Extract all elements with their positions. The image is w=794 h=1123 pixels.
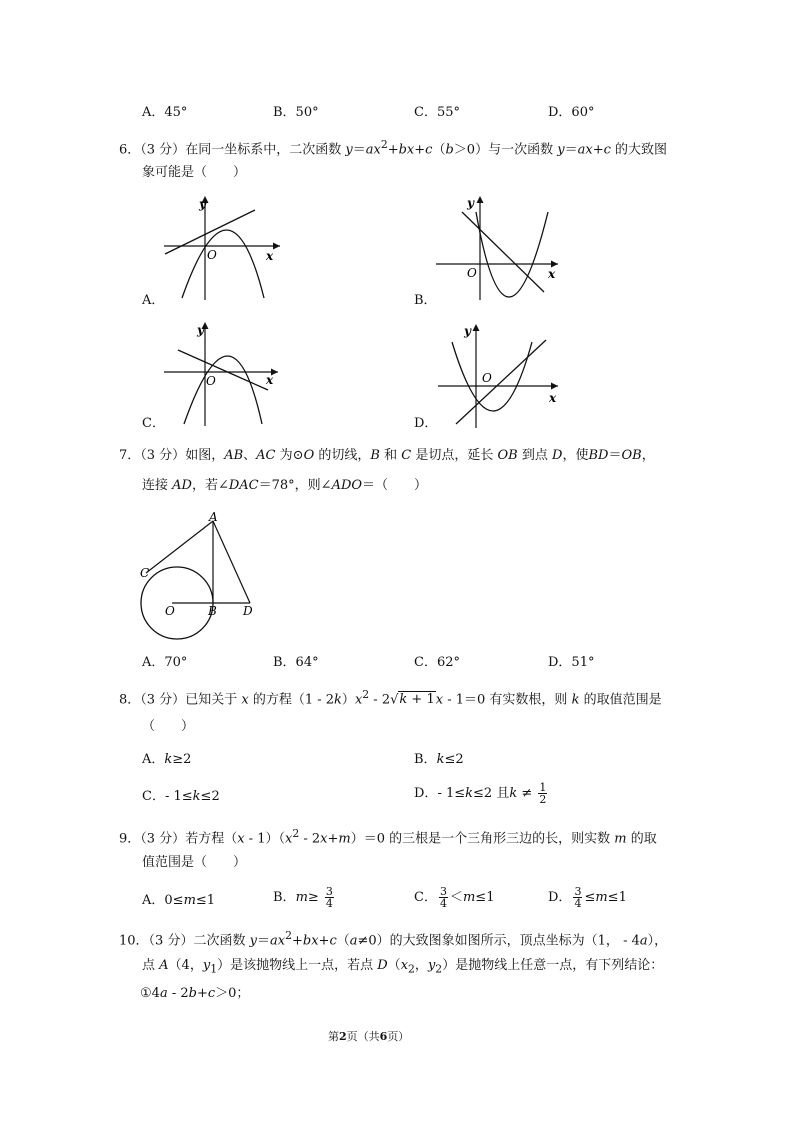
q7-figure-label-o: O (165, 604, 175, 618)
q9-option-a: A．0≤m≤1 (142, 893, 216, 908)
q5-option-a: A．45° (142, 105, 188, 120)
q10-stem-line1: 10．（3 分）二次函数 $y=ax^2+bx+c(a\ne 0)$的大致图象如图所示，顶点坐标为（1， - 4a）， (119, 929, 668, 949)
q8-option-c: C．- 1≤k≤2 (142, 789, 220, 804)
q6-graph-a-x-label: x (266, 249, 274, 263)
q7-figure-label-b: B (208, 604, 217, 618)
q9-option-c: C． $\frac{3}{4}$ ＜m≤1 (414, 885, 495, 910)
q6-graph-b-origin-label: O (467, 266, 477, 280)
q6-graph-d-y-label: y (464, 324, 471, 338)
q6-graph-a (160, 192, 285, 304)
q6-graph-c-y-label: y (197, 323, 204, 337)
q6-graph-d (434, 320, 564, 432)
q9-stem-line2: 值范围是（ ） (142, 855, 247, 870)
q6-option-b-label: B． (414, 293, 437, 308)
page-footer: 第2页（共6页） (328, 1030, 410, 1043)
q8-stem-line1: 8．（3 分）已知关于 x 的方程$(1 - 2k)x^2 - 2√k + 1x - 1=0$ 有实数根，则 k 的取值范围是 (119, 688, 662, 708)
q7-stem-line2: 连接 AD，若∠DAC＝78°，则∠ADO＝（ ） (142, 478, 428, 493)
q6-graph-b-y-label: y (467, 196, 474, 210)
q6-graph-c-origin-label: O (206, 374, 216, 388)
q7-stem-line1: 7．（3 分）如图，AB、AC 为⊙O 的切线，B 和 C 是切点，延长 OB 到点 D，使BD＝OB， (119, 448, 655, 463)
q6-graph-b-x-label: x (548, 267, 556, 281)
q6-graph-c-x-label: x (266, 373, 274, 387)
q7-option-d: D．51° (548, 655, 595, 670)
q6-stem-line1: 6．（3 分）在同一坐标系中，二次函数 $y=ax^2+bx+c(b>0)$与一次函数 y＝ax+c 的大致图 (119, 138, 668, 158)
q9-option-d: D． $\frac{3}{4}$ ≤m≤1 (548, 885, 627, 910)
q9-option-b: B．m≥ $\frac{3}{4}$ (273, 885, 333, 910)
q8-stem-line2: （ ） (142, 719, 195, 734)
q8-option-b: B．k≤2 (414, 752, 464, 767)
q6-graph-d-x-label: x (549, 391, 557, 405)
q7-option-a: A．70° (142, 655, 188, 670)
q7-figure (132, 506, 262, 648)
q6-graph-d-origin-label: O (482, 371, 492, 385)
q6-graph-c (160, 318, 285, 430)
q6-graph-b (434, 192, 564, 304)
q8-option-d: D．- 1≤k≤2 且k ≠ $\frac{1}{2}$ (414, 781, 547, 806)
q7-figure-label-c: C (140, 566, 150, 580)
q6-stem-line2: 象可能是（ ） (142, 165, 247, 180)
q5-option-d: D．60° (548, 105, 595, 120)
q9-stem-line1: 9．（3 分）若方程$(x - 1)(x^2 - 2x+m)=0$ 的三根是一个三角形三边的长，则实数 m 的取 (119, 827, 657, 847)
q6-option-c-label: C． (142, 416, 165, 431)
q7-figure-label-a: A (209, 510, 218, 524)
q6-option-a-label: A． (142, 293, 165, 308)
q7-figure-label-d: D (243, 604, 253, 618)
q10-conclusion-1: ①4a - 2b+c＞0； (140, 986, 250, 1001)
q5-option-c: C．55° (414, 105, 460, 120)
q7-option-c: C．62° (414, 655, 460, 670)
q7-option-b: B．64° (273, 655, 319, 670)
q6-graph-a-origin-label: O (207, 248, 217, 262)
q10-stem-line2: 点 A（4，$y_1$）是该抛物线上一点，若点 $D(x_2$，$y_2$）是抛物线上任意一点，有下列结论： (142, 958, 664, 976)
q6-graph-a-y-label: y (199, 197, 206, 211)
q6-option-d-label: D． (414, 416, 438, 431)
q5-option-b: B．50° (273, 105, 319, 120)
q8-option-a: A．k≥2 (142, 752, 192, 767)
